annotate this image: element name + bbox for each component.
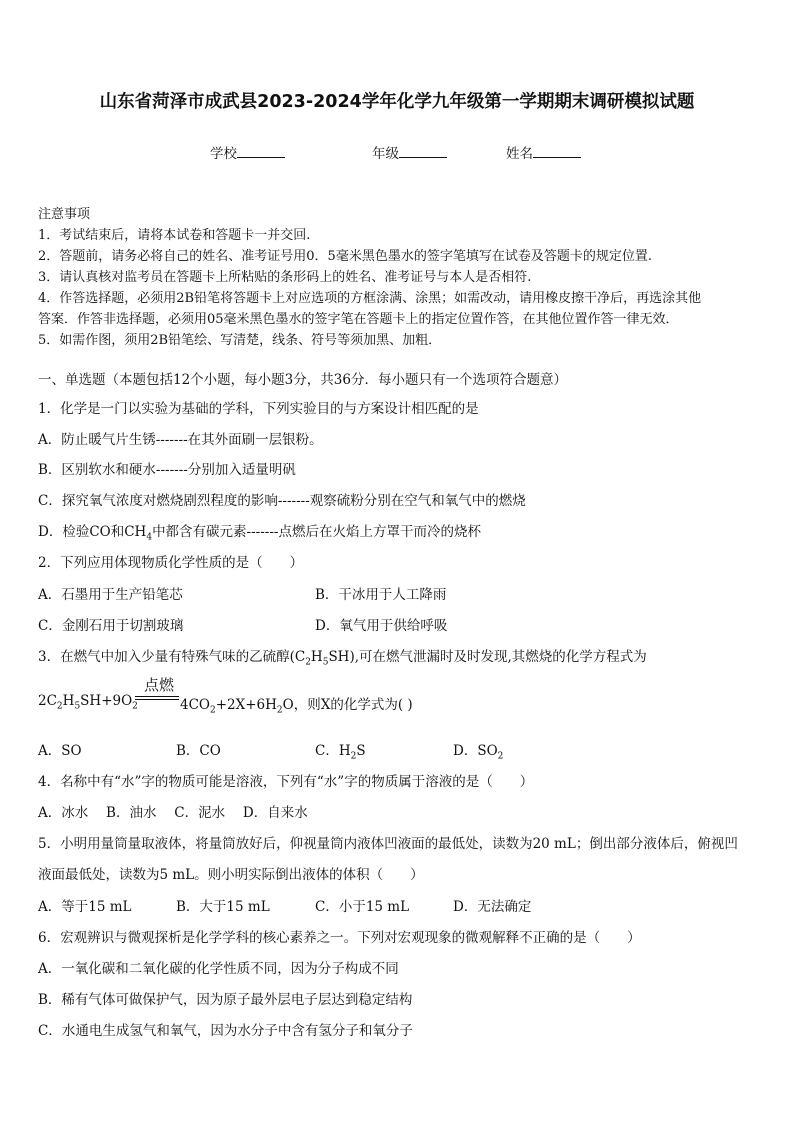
question-2-option-c: C．金刚石用于切割玻璃 [38, 618, 184, 634]
question-6-option-c: C．水通电生成氢气和氧气，因为水分子中含有氢分子和氧分子 [38, 1023, 413, 1039]
name-blank [533, 145, 581, 158]
notice-item: 2．答题前，请务必将自己的姓名、准考证号用0．5毫米黑色墨水的签字笔填写在试卷及答题卡的规定位置. [38, 249, 652, 264]
question-5-option-a: A．等于15 mL [38, 899, 132, 915]
question-5-option-c: C．小于15 mL [315, 899, 410, 915]
grade-label: 年级 [372, 146, 399, 162]
notice-item: 4．作答选择题，必须用2B铅笔将答题卡上对应选项的方框涂满、涂黑；如需改动，请用橡皮擦干净后，再选涂其他 [38, 291, 702, 306]
question-6-stem: 6．宏观辨识与微观探析是化学学科的核心素养之一。下列对宏观现象的微观解释不正确的是（ ） [38, 930, 641, 946]
question-3-option-b: B．CO [176, 743, 221, 759]
notice-item: 3．请认真核对监考员在答题卡上所粘贴的条形码上的姓名、准考证号与本人是否相符. [38, 270, 532, 285]
equation-left: $2C_2H_5SH+9O_2$ [38, 693, 138, 712]
notice-heading: 注意事项 [38, 207, 91, 222]
question-1-option-d: D．检验CO和$CH_4$中都含有碳元素-------点燃后在火焰上方罩干而冷的烧杯 [38, 524, 481, 543]
question-1-option-b: B．区别软水和硬水-------分别加入适量明矾 [38, 462, 296, 478]
equation-bar-top [135, 696, 179, 697]
question-1-option-a: A．防止暖气片生锈-------在其外面刷一层银粉。 [38, 432, 323, 448]
exam-title: 山东省菏泽市成武县2023-2024学年化学九年级第一学期期末调研模拟试题 [99, 92, 695, 112]
question-5-stem-line1: 5．小明用量筒量取液体，将量筒放好后，仰视量筒内液体凹液面的最低处，读数为20 mL；倒出部分液体后，俯视凹 [38, 836, 738, 852]
question-4-options: A．冰水 B．油水 C．泥水 D．自来水 [38, 805, 308, 821]
school-label: 学校 [210, 146, 237, 162]
question-5-option-b: B．大于15 mL [176, 899, 270, 915]
grade-blank [399, 145, 447, 158]
question-2-option-b: B．干冰用于人工降雨 [315, 587, 447, 603]
grade-field [372, 142, 447, 162]
notice-item: 1．考试结束后，请将本试卷和答题卡一并交回. [38, 228, 311, 243]
school-blank [237, 145, 285, 158]
question-5-option-d: D．无法确定 [453, 899, 532, 915]
question-3-option-d: D．$SO_2$ [453, 743, 504, 762]
section-heading: 一、单选题（本题包括12个小题，每小题3分，共36分．每小题只有一个选项符合题意） [38, 372, 567, 388]
notice-item: 答案．作答非选择题，必须用05毫米黑色墨水的签字笔在答题卡上的指定位置作答，在其他位置作答一律无效． [38, 312, 679, 327]
equation-bar-bottom [135, 699, 179, 700]
question-3-stem: 3．在燃气中加入少量有特殊气味的乙硫醇$(C_2H_5SH)$,可在燃气泄漏时及时发现,其燃烧的化学方程式为 [38, 649, 647, 668]
question-6-option-b: B．稀有气体可做保护气，因为原子最外层电子层达到稳定结构 [38, 992, 413, 1008]
question-6-option-a: A．一氧化碳和二氧化碳的化学性质不同，因为分子构成不同 [38, 961, 399, 977]
question-3-option-a: A．SO [38, 743, 82, 759]
question-2-stem: 2．下列应用体现物质化学性质的是（ ） [38, 555, 304, 571]
question-1-option-c: C．探究氧气浓度对燃烧剧烈程度的影响-------观察硫粉分别在空气和氧气中的燃烧 [38, 493, 526, 509]
notice-item: 5．如需作图，须用2B铅笔绘、写清楚，线条、符号等须加黑、加粗． [38, 333, 442, 348]
equation-right: $4CO_2+2X+6H_2O$，则X的化学式为( ) [180, 697, 413, 716]
school-field [210, 142, 285, 162]
name-field [506, 142, 581, 162]
name-label: 姓名 [506, 146, 533, 162]
question-5-stem-line2: 液面最低处，读数为5 mL。则小明实际倒出液体的体积（ ） [38, 867, 424, 883]
question-2-option-a: A．石墨用于生产铅笔芯 [38, 587, 183, 603]
question-3-equation [38, 676, 738, 720]
question-3-option-c: C．$H_2S$ [315, 743, 366, 762]
question-4-stem: 4．名称中有“水”字的物质可能是溶液，下列有“水”字的物质属于溶液的是（ ） [38, 774, 534, 790]
question-1-stem: 1．化学是一门以实验为基础的学科，下列实验目的与方案设计相匹配的是 [38, 401, 479, 417]
equation-condition: 点燃 [143, 676, 174, 694]
question-2-option-d: D．氧气用于供给呼吸 [315, 618, 448, 634]
